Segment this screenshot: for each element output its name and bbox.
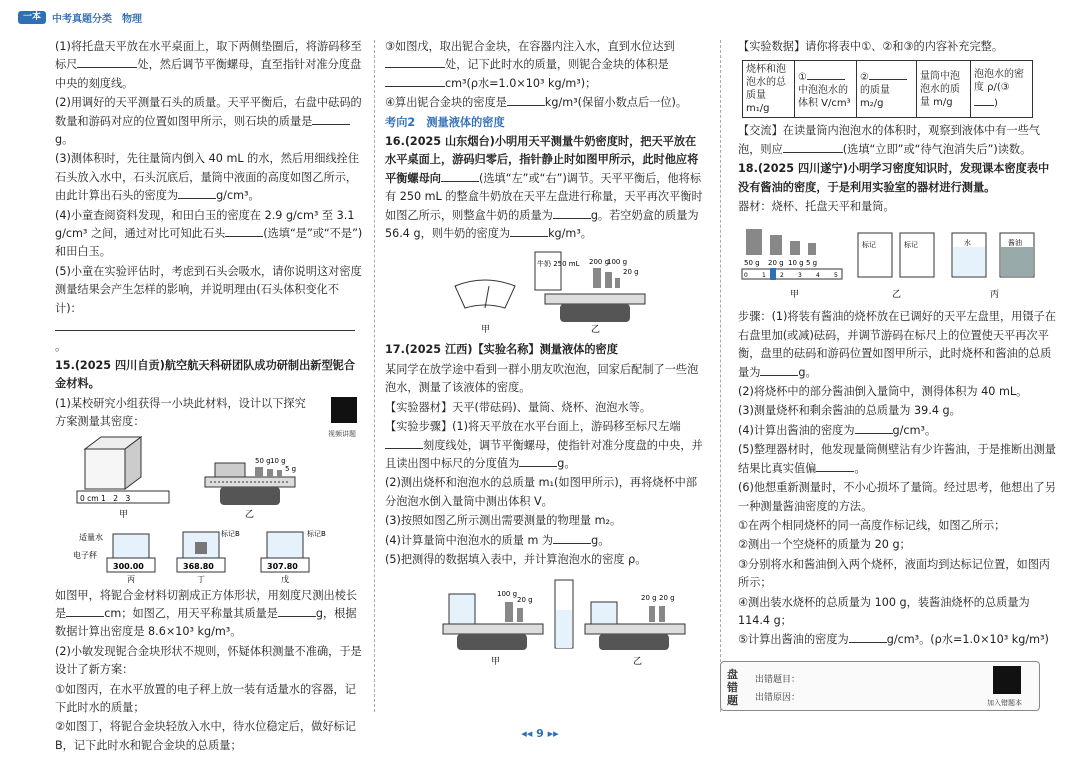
weight-label: 100 g (497, 590, 518, 599)
text: (选填“是”或“不是”)和田白玉。 (55, 227, 363, 259)
text: 的质量 m₂/g (860, 85, 890, 110)
text: 泡泡水的密度 ρ/(③ (974, 69, 1024, 94)
figure-q18 (738, 219, 1058, 305)
text: ③分别将水和酱油倒入两个烧杯，液面均到达标记位置，如图丙所示； (738, 557, 1051, 590)
text: 某同学在放学途中看到一群小朋友吹泡泡，回家后配制了一些泡泡水，测量了该液体的密度。 (385, 362, 699, 395)
label-water: 适量水 (79, 532, 103, 542)
scale-number: 2 (780, 272, 784, 280)
weight-label: 20 g (623, 268, 639, 277)
answer-blank[interactable] (783, 141, 843, 153)
weight-label: 50 g (744, 259, 760, 268)
page-header (18, 10, 142, 24)
mark-label: 标记 (904, 241, 918, 250)
weight-label: 5 g (285, 464, 297, 473)
text: (1)将托盘天平放在水平桌面上，取下两侧垫圈后，将游码移至标尺 (55, 40, 362, 72)
question-17: 17.(2025 江西)【实验名称】测量液体的密度 (385, 343, 618, 357)
text: (5)把测得的数据填入表中，并计算泡泡水的密度 ρ。 (385, 552, 647, 566)
figure-label: 乙 (633, 657, 643, 668)
qr-caption: 视频讲题 (328, 429, 356, 438)
text: (5)整理器材时，他发现量筒侧壁沾有少许酱油，于是推断出测量结果比真实值偏 (738, 443, 1056, 475)
bubble-balance-figure (385, 572, 705, 668)
question-15: 15.(2025 四川自贡)航空航天科研团队成功研制出新型铌合金材料。 (55, 358, 356, 391)
figure-label: 乙 (591, 325, 601, 336)
figure-q15-bottom (55, 526, 365, 584)
text: 【交流】在读量筒内泡泡水的体积时，观察到液体中有一些气泡，则应 (738, 124, 1041, 156)
table-cell[interactable] (857, 61, 917, 118)
scale-number: 4 (816, 272, 820, 280)
table-cell[interactable] (795, 61, 857, 118)
text: 【实验步骤】(1)将天平放在水平台面上，游码移至标尺左端 (385, 420, 681, 434)
label-mark: 标记B (307, 529, 326, 538)
book-tag: 一本 (18, 11, 46, 24)
label-mark: 标记B (221, 529, 240, 538)
weight-label: 10 g (270, 456, 286, 465)
milk-label: 牛奶 250 mL (537, 260, 580, 269)
text: 器材：烧杯、托盘天平和量筒。 (738, 200, 895, 214)
answer-blank[interactable] (807, 68, 845, 80)
scale-number: 5 (834, 272, 838, 280)
answer-blank[interactable] (385, 437, 423, 449)
reading: 300.00 (113, 561, 144, 571)
text: g/cm³。(ρ水=1.0×10³ kg/m³) (886, 633, 1049, 647)
cylinder (555, 580, 573, 648)
text: 如图甲，将铌合金材料切割成正方体形状，用刻度尺测出棱长是 (55, 588, 358, 620)
book-title: 中考真题分类 物理 (52, 13, 143, 25)
column-divider (374, 40, 375, 712)
answer-blank[interactable] (869, 68, 907, 80)
answer-blank[interactable] (510, 225, 548, 237)
electronic-scale-figure (55, 526, 365, 584)
figure-label: 乙 (245, 509, 255, 520)
text: cm³(ρ水=1.0×10³ kg/m³)； (445, 76, 597, 90)
text: g。 (557, 456, 576, 470)
answer-blank[interactable] (553, 207, 591, 219)
review-line[interactable]: 出错原因： (755, 693, 801, 703)
scale-number: 3 (798, 272, 802, 280)
weight-label: 5 g (806, 259, 818, 268)
text: (3)按照如图乙所示测出需要测量的物理量 m₂。 (385, 514, 622, 528)
text: ④测出装水烧杯的总质量为 100 g，装酱油烧杯的总质量为 114.4 g； (738, 595, 1030, 627)
figure-q17 (385, 572, 705, 668)
text: (3)测量烧杯和剩余酱油的总质量为 39.4 g。 (738, 404, 961, 418)
figure-label: 甲 (481, 325, 491, 336)
text: (选填“左”或“右”)调节。天平平衡后，他将标有 250 mL 的整盒牛奶放在天平左盘进行称量，天平再次平衡时如图乙所示，则整盒牛奶的质量为 (385, 171, 703, 222)
table-cell: 量筒中泡泡水的质量 m/g (917, 61, 971, 118)
blank-marker: ② (860, 72, 869, 84)
text: 处，然后调节平衡螺母，直至指针对准分度盘中央的刻度线。 (55, 58, 362, 90)
qr-code-icon[interactable] (993, 666, 1021, 694)
liquid-label: 酱油 (1008, 239, 1022, 248)
text: g/cm³。 (892, 423, 937, 437)
text: ) (994, 98, 998, 110)
text: (6)他想重新测量时，不小心损坏了量筒。经过思考，他想出了另一种测量酱油密度的方法。 (738, 481, 1056, 513)
scale-number: 1 (762, 272, 766, 280)
scale-ding (177, 532, 225, 572)
text: (1)某校研究小组获得一小块此材料，设计以下探究方案测量其密度： (55, 396, 306, 429)
table-cell[interactable] (971, 61, 1033, 118)
milk-balance-figure (385, 246, 705, 338)
answer-blank[interactable] (385, 75, 445, 87)
text: (2)将烧杯中的部分酱油倒入量筒中，测得体积为 40 mL。 (738, 385, 1028, 399)
blank-marker: ① (798, 72, 807, 84)
figure-label: 丙 (990, 290, 1000, 301)
text: ⑤计算出酱油的密度为 (738, 633, 849, 647)
figure-label: 丙 (127, 574, 135, 584)
text: g。 (591, 533, 610, 547)
text: (4)小童查阅资料发现，和田白玉的密度在 2.9 g/cm³ 至 3.1 g/cm³ 之间，通过对比可知此石头 (55, 208, 355, 241)
text: ②如图丁，将铌合金块轻放入水中，待水位稳定后，做好标记 B，记下此时水和铌合金块的总质量； (55, 720, 356, 752)
figure-q16 (385, 246, 705, 338)
answer-blank[interactable] (553, 532, 591, 544)
weights-jia (746, 229, 816, 255)
ruler-label: 0 cm 1 2 3 (80, 493, 131, 503)
text: cm；如图乙，用天平称量其质量是 (104, 606, 278, 620)
topic-heading: 考向2 测量液体的密度 (385, 115, 505, 129)
text: 【实验数据】请你将表中①、②和③的内容补充完整。 (738, 40, 1004, 53)
weight-label: 200 g (589, 258, 610, 267)
column-3 (738, 38, 1058, 651)
figure-label: 甲 (119, 509, 129, 520)
text: g。 (55, 133, 74, 147)
text: (2)用调好的天平测量石头的质量。天平平衡后，右盘中砝码的数量和游码对应的位置如图甲所示，则石块的质量是 (55, 96, 362, 128)
weight-label: 20 g (517, 596, 533, 605)
text: ①如图丙，在水平放置的电子秤上放一装有适量水的容器，记下此时水的质量； (55, 682, 356, 714)
text: (3)测体积时，先往量筒内倒入 40 mL 的水，然后用细线拴住石头放入水中，石头沉底后，量筒中液面的高度如图乙所示，由此计算出石头的密度为 (55, 152, 360, 203)
figure-label: 戊 (281, 574, 289, 584)
qr-caption: 加入错题本 (987, 699, 1022, 707)
text: 中泡泡水的体积 V/cm³ (798, 85, 851, 110)
mark-label: 标记 (862, 241, 876, 250)
text: ①在两个相同烧杯的同一高度作标记线，如图乙所示； (738, 518, 1006, 532)
answer-blank[interactable] (855, 422, 893, 434)
column-divider (720, 40, 721, 712)
cube (85, 437, 141, 489)
weight-label: 50 g (255, 456, 271, 465)
column-2 (385, 38, 705, 671)
figure-label: 甲 (491, 657, 501, 668)
ruler (77, 491, 169, 503)
weight-label: 20 g (659, 594, 675, 603)
answer-blank[interactable] (849, 631, 887, 643)
answer-blank[interactable] (816, 460, 854, 472)
answer-blank[interactable] (760, 364, 798, 376)
qr-code-icon[interactable] (331, 397, 357, 423)
review-line[interactable]: 出错题目： (755, 675, 801, 685)
text: (2)小敏发现铌合金块形状不规则，怀疑体积测量不准确，于是设计了新方案： (55, 644, 362, 677)
scale-number: 0 (744, 272, 748, 280)
reading: 368.80 (183, 561, 214, 571)
text: ②测出一个空烧杯的质量为 20 g； (738, 538, 911, 552)
text: g。 (798, 365, 817, 379)
text: g/cm³。 (216, 189, 260, 203)
text: ③如图戊，取出铌合金块，在容器内注入水，直到水位达到 (385, 40, 675, 53)
text: g，根据数据计算出密度是 8.6×10³ kg/m³。 (55, 606, 357, 639)
mistake-review-box (720, 661, 1040, 711)
question-18: 18.(2025 四川遂宁)小明学习密度知识时，发现课本密度表中没有酱油的密度，于是利用实验室的器材进行测量。 (738, 162, 1050, 194)
scale-bing (107, 534, 155, 572)
text: 。 (854, 461, 866, 475)
balance (205, 463, 295, 505)
answer-blank[interactable] (225, 225, 263, 237)
label-scale: 电子秤 (73, 550, 97, 560)
figure-q15-top (55, 435, 365, 523)
weight-label: 10 g (788, 259, 804, 268)
beakers-yi (858, 233, 934, 277)
page-footer: ◂◂ 9 ▸▸ (521, 727, 559, 740)
cube-and-balance-figure (55, 435, 365, 523)
figure-label: 甲 (790, 290, 800, 301)
answer-blank[interactable] (66, 605, 104, 617)
answer-blank[interactable] (77, 56, 137, 68)
answer-blank[interactable] (519, 455, 557, 467)
balance-yi (585, 602, 685, 650)
text: (4)计算出酱油的密度为 (738, 423, 855, 437)
answer-blank[interactable] (312, 113, 350, 125)
review-label: 盘错题 (727, 668, 738, 707)
weight-label: 20 g (641, 594, 657, 603)
answer-blank[interactable] (278, 605, 316, 617)
data-table (742, 60, 1033, 118)
answer-blank[interactable] (385, 56, 445, 68)
answer-blank[interactable] (178, 187, 216, 199)
figure-label: 丁 (197, 574, 205, 584)
column-1: (1)将托盘天平放在水平桌面上，取下两侧垫圈后，将游码移至标尺 处，然后调节平衡螺母，直至指针对准分度盘中央的刻度线。 (2)用调好的天平测量石头的质量。天平平衡后，右盘中砝码的数量和游码对应的位置如图甲所示，则石块的质量是g。 (3)测体积时，先往量筒内倒入 40 mL 的水，然后用细线拴住石头放入水中，石头沉底后，量筒中液面的高度如图乙所示，由此计算出石头的密度为 g/cm³。 (4)小童查阅资料发现，和田白玉的密度在 2.9 g/cm³ 至 3.1 g/cm³ 之间，通过对比可知此石头 (选填“是”或“不是”)和田白玉。 (5)小童在实验评估时，考虑到石头会吸水，请你说明这对密度测量结果会产生怎样的影响，并说明理由(石头体积变化不计)： 。 15.(2025 四川自贡)航空航天科研团队成功研制出新型铌合金材料。 (1)某校研究小组获得一小块此材料，设计以下探究方案测量其密度： 视频讲题 0 cm 1 2 3 50 g 10 g 5 g 甲 乙 适量水 电子秤 300.00 368.80 标记B 307.80 标记B 丙 丁 戊 如图甲，将铌合金材料切割成正方体形状，用刻度尺测出棱长是 cm；如图乙，用天平称量其质量是 g，根据数据计算出密度是 8.6×10³ kg/m³。 (2)小敏发现铌合金块形状不规则，怀疑体积测量不准确，于是设计了新方案： ①如图丙，在水平放置的电子秤上放一装有适量水的容器，记下此时水的质量； ②如图丁，将铌合金块轻放入水中，待水位稳定后，做好标记 B，记下此时水和铌合金块的总质量； (55, 38, 365, 756)
text: (选填“立即”或“待气泡消失后”)读数。 (842, 142, 1032, 156)
text: (5)小童在实验评估时，考虑到石头会吸水，请你说明这对密度测量结果会产生怎样的影响，并说明理由(石头体积变化不计)： (55, 264, 362, 315)
answer-blank[interactable] (974, 94, 994, 106)
page-number: 9 (536, 727, 544, 740)
soy-sauce-figure (738, 219, 1058, 305)
weight-label: 20 g (768, 259, 784, 268)
liquid-label: 水 (964, 239, 971, 248)
text: kg/m³(保留小数点后一位)。 (544, 96, 688, 110)
answer-blank[interactable] (507, 94, 545, 106)
text: 处，记下此时水的质量，则铌合金块的体积是 (445, 58, 669, 72)
text: kg/m³。 (548, 227, 592, 241)
table-cell: 烧杯和泡泡水的总质量 m₁/g (743, 61, 795, 118)
text: ④算出铌合金块的密度是 (385, 96, 507, 110)
text: 【实验器材】天平(带砝码)、量筒、烧杯、泡泡水等。 (385, 400, 652, 414)
slider-scale (742, 268, 842, 280)
answer-line[interactable] (55, 319, 355, 331)
weight-label: 100 g (607, 258, 628, 267)
text: 步骤：(1)将装有酱油的烧杯放在已调好的天平左盘里，用镊子在右盘里加(或减)砝码，并调节游码在标尺上的位置使天平再次平衡，盘里的砝码和游码位置如图甲所示，此时烧杯和酱油的总质量为 (738, 310, 1056, 379)
text: g。若空奶盒的质量为 56.4 g，则牛奶的密度为 (385, 208, 699, 241)
text: (2)测出烧杯和泡泡水的总质量 m₁(如图甲所示)，再将烧杯中部分泡泡水倒入量筒中测出体积 V。 (385, 476, 698, 508)
reading: 307.80 (267, 561, 298, 571)
text: 刻度线处，调节平衡螺母，使指针对准分度盘的中央，并且读出图中标尺的分度值为 (385, 438, 703, 470)
scale-wu (261, 532, 309, 572)
question-16: 16.(2025 山东烟台)小明用天平测量牛奶密度时，把天平放在水平桌面上，游码归零后，指针静止时如图甲所示，此时他应将平衡螺母向 (385, 135, 699, 185)
dial-jia (455, 280, 515, 308)
answer-blank[interactable] (441, 170, 479, 182)
figure-label: 乙 (892, 290, 902, 301)
text: (4)计算量筒中泡泡水的质量 m 为 (385, 533, 554, 547)
